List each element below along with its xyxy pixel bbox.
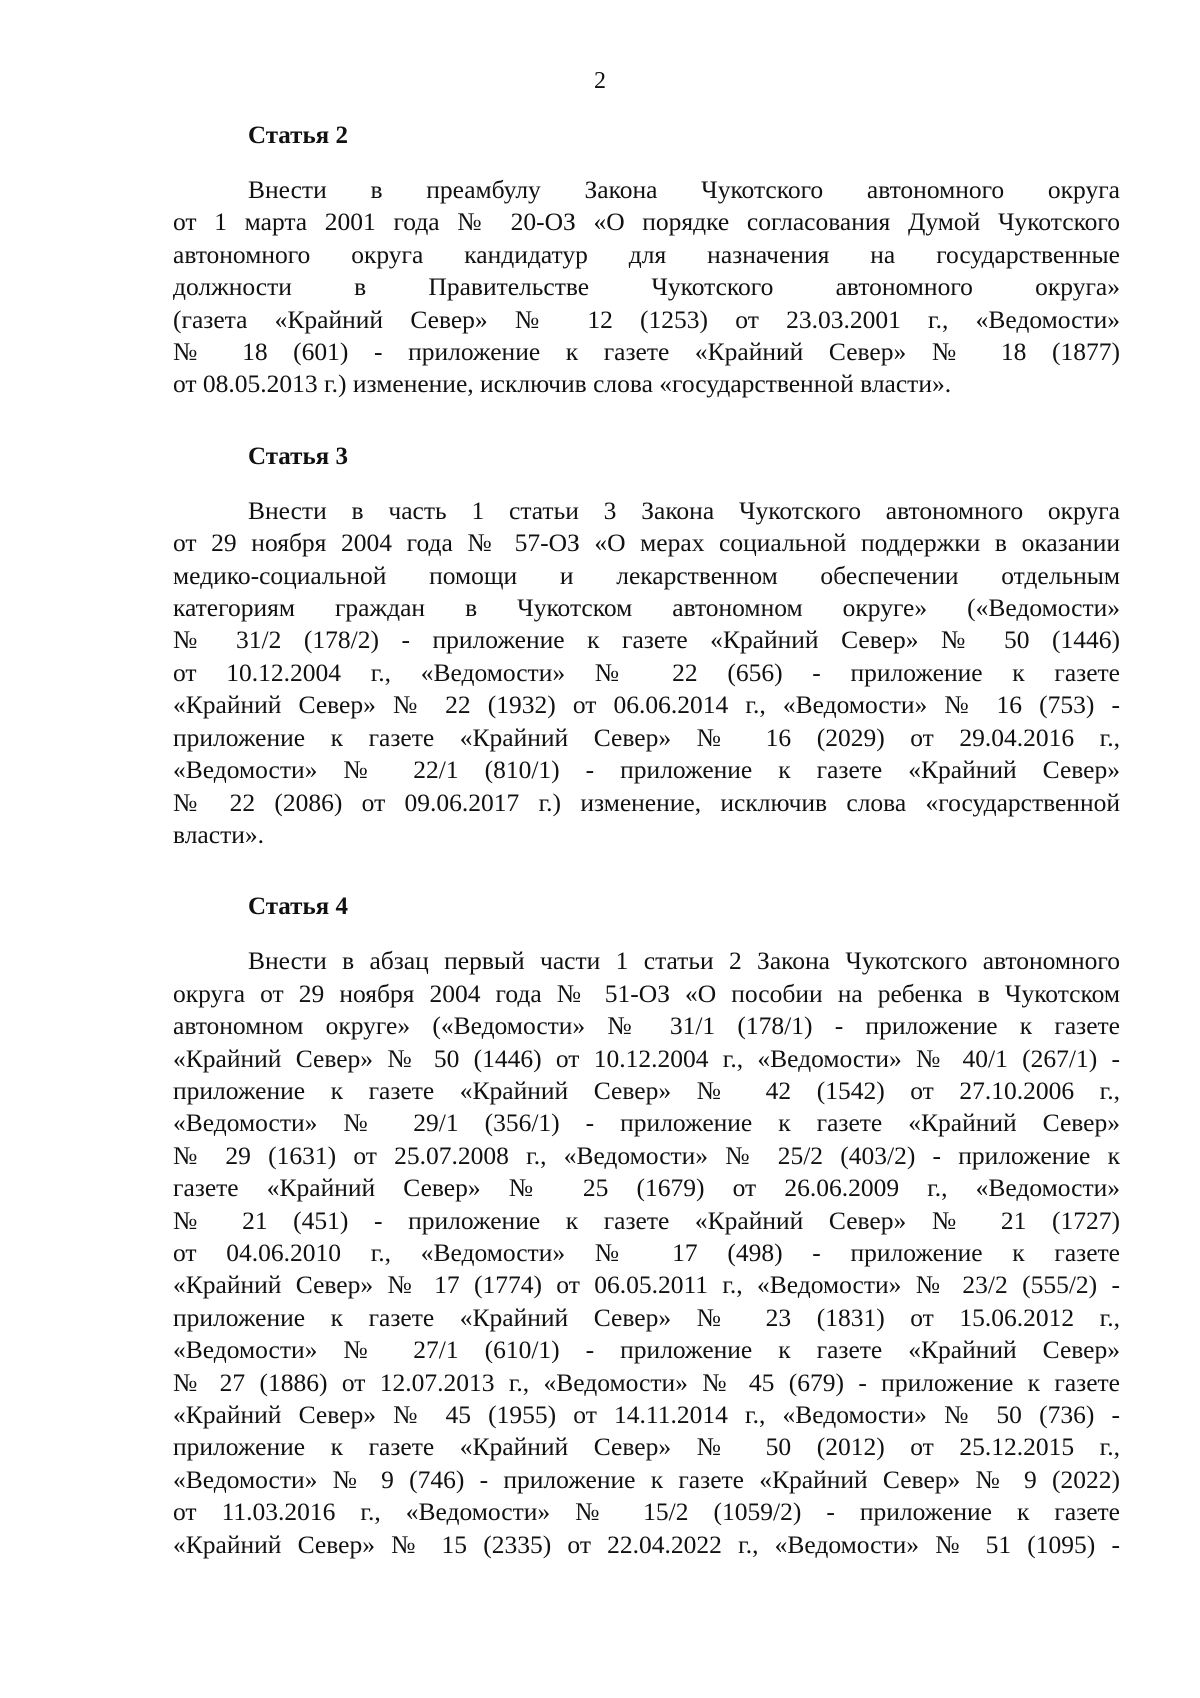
text-line: категориям граждан в Чукотском автономном округе» («Ведомости» xyxy=(173,593,1120,623)
text-line: медико-социальной помощи и лекарственном обеспечении отдельным xyxy=(173,560,1120,590)
text-line: «Ведомости» № 27/1 (610/1) - приложение к газете «Крайний Север» xyxy=(173,1335,1120,1365)
article-heading: Статья 2 xyxy=(248,122,348,149)
text-line: № 21 (451) - приложение к газете «Крайний Север» № 21 (1727) xyxy=(173,1205,1120,1235)
text-line: приложение к газете «Крайний Север» № 23 (1831) от 15.06.2012 г., xyxy=(173,1302,1120,1332)
text-line: от 11.03.2016 г., «Ведомости» № 15/2 (1059/2) - приложение к газете xyxy=(173,1497,1120,1527)
text-line: «Ведомости» № 22/1 (810/1) - приложение к газете «Крайний Север» xyxy=(173,755,1120,785)
text-line: № 18 (601) - приложение к газете «Крайний Север» № 18 (1877) xyxy=(173,337,1120,367)
text-line: «Крайний Север» № 50 (1446) от 10.12.2004 г., «Ведомости» № 40/1 (267/1) - xyxy=(173,1043,1120,1073)
text-line: должности в Правительстве Чукотского автономного округа» xyxy=(173,272,1120,302)
article-4 xyxy=(173,891,1120,1561)
document-body xyxy=(173,120,1120,1561)
article-2 xyxy=(173,120,1120,401)
text-line: приложение к газете «Крайний Север» № 16 (2029) от 29.04.2016 г., xyxy=(173,722,1120,752)
text-line: газете «Крайний Север» № 25 (1679) от 26.06.2009 г., «Ведомости» xyxy=(173,1173,1120,1203)
text-line: приложение к газете «Крайний Север» № 50 (2012) от 25.12.2015 г., xyxy=(173,1432,1120,1462)
text-line: «Ведомости» № 29/1 (356/1) - приложение к газете «Крайний Север» xyxy=(173,1108,1120,1138)
text-line: «Ведомости» № 9 (746) - приложение к газете «Крайний Север» № 9 (2022) xyxy=(173,1464,1120,1494)
text-line: от 08.05.2013 г.) изменение, исключив слова «государственной власти». xyxy=(173,369,952,399)
text-line: от 1 марта 2001 года № 20-ОЗ «О порядке согласования Думой Чукотского xyxy=(173,207,1120,237)
page-number: 2 xyxy=(594,68,606,94)
article-paragraph xyxy=(173,495,1120,851)
article-heading: Статья 3 xyxy=(248,442,348,470)
text-line: № 22 (2086) от 09.06.2017 г.) изменение, исключив слова «государственной xyxy=(173,787,1120,817)
article-paragraph xyxy=(173,174,1120,401)
text-line: автономного округа кандидатур для назначения на государственные xyxy=(173,239,1120,269)
text-line: от 10.12.2004 г., «Ведомости» № 22 (656) - приложение к газете xyxy=(173,657,1120,687)
text-line: округа от 29 ноября 2004 года № 51-ОЗ «О пособии на ребенка в Чукотском xyxy=(173,978,1120,1008)
text-line: от 29 ноября 2004 года № 57-ОЗ «О мерах социальной поддержки в оказании xyxy=(173,528,1120,558)
article-3 xyxy=(173,441,1120,851)
text-line: от 04.06.2010 г., «Ведомости» № 17 (498) - приложение к газете xyxy=(173,1237,1120,1267)
text-line: № 27 (1886) от 12.07.2013 г., «Ведомости» № 45 (679) - приложение к газете xyxy=(173,1367,1120,1397)
text-line: № 31/2 (178/2) - приложение к газете «Крайний Север» № 50 (1446) xyxy=(173,625,1120,655)
text-line: приложение к газете «Крайний Север» № 42 (1542) от 27.10.2006 г., xyxy=(173,1075,1120,1105)
article-heading: Статья 4 xyxy=(248,893,348,921)
text-line: власти». xyxy=(173,819,264,849)
text-line: (газета «Крайний Север» № 12 (1253) от 23.03.2001 г., «Ведомости» xyxy=(173,304,1120,334)
text-line: автономном округе» («Ведомости» № 31/1 (178/1) - приложение к газете xyxy=(173,1011,1120,1041)
text-line: «Крайний Север» № 17 (1774) от 06.05.2011 г., «Ведомости» № 23/2 (555/2) - xyxy=(173,1270,1120,1300)
text-line: Внести в преамбулу Закона Чукотского автономного округа xyxy=(248,175,1120,204)
text-line: Внести в часть 1 статьи 3 Закона Чукотского автономного округа xyxy=(248,495,1120,525)
text-line: «Крайний Север» № 22 (1932) от 06.06.2014 г., «Ведомости» № 16 (753) - xyxy=(173,690,1120,720)
text-line: Внести в абзац первый части 1 статьи 2 Закона Чукотского автономного xyxy=(248,946,1120,976)
article-paragraph xyxy=(173,945,1120,1561)
text-line: «Крайний Север» № 15 (2335) от 22.04.2022 г., «Ведомости» № 51 (1095) - xyxy=(173,1529,1120,1559)
text-line: «Крайний Север» № 45 (1955) от 14.11.2014 г., «Ведомости» № 50 (736) - xyxy=(173,1400,1120,1429)
text-line: № 29 (1631) от 25.07.2008 г., «Ведомости» № 25/2 (403/2) - приложение к xyxy=(173,1140,1120,1170)
